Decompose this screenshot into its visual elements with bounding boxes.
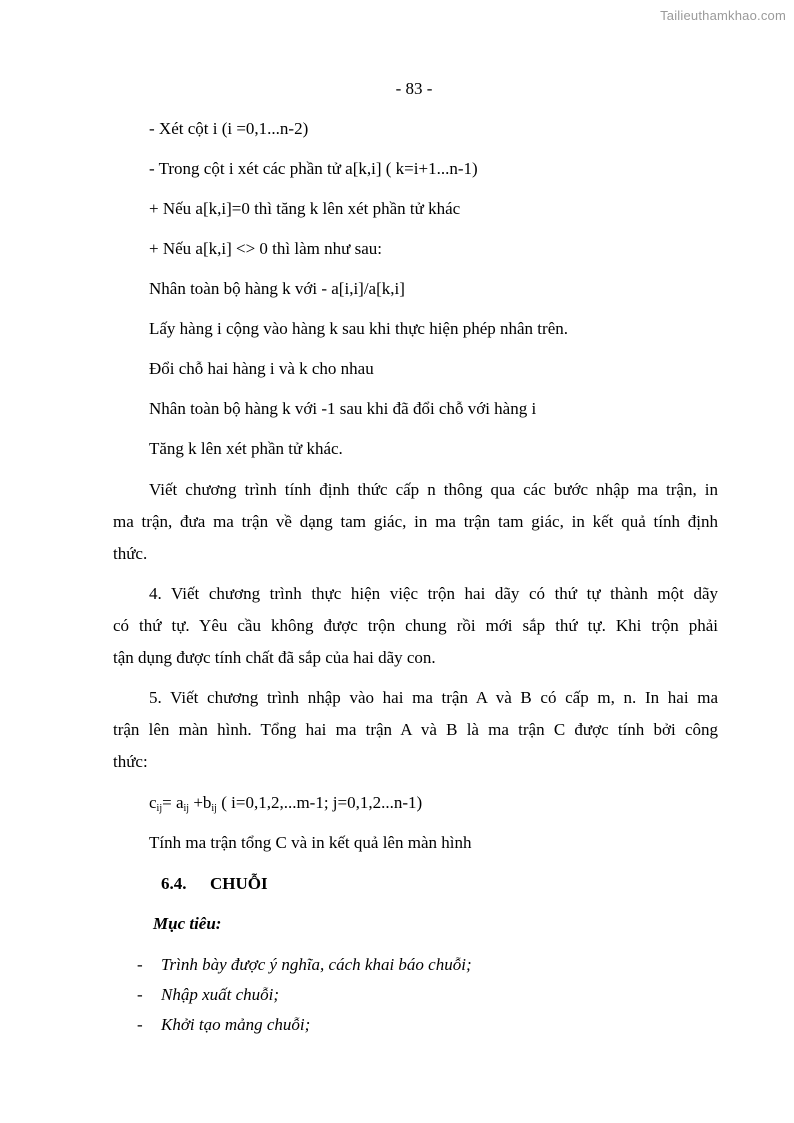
step-line: + Nếu a[k,i]=0 thì tăng k lên xét phần tử khác xyxy=(149,199,461,218)
formula-plus: +b xyxy=(189,793,212,812)
step-line: - Trong cột i xét các phần tử a[k,i] ( k=i+1...n-1) xyxy=(149,159,478,178)
step-line: - Xét cột i (i =0,1...n-2) xyxy=(149,119,309,138)
formula-c-sub: ij xyxy=(156,803,163,814)
paragraph-line: Viết chương trình tính định thức cấp n thông qua các bước nhập ma trận, in xyxy=(149,480,718,499)
watermark: Tailieuthamkhao.com xyxy=(660,8,786,23)
section-number: 6.4. xyxy=(161,874,187,893)
formula-eq: = a xyxy=(162,793,184,812)
bullet-dash: - xyxy=(137,985,143,1004)
goal-text: Nhập xuất chuỗi; xyxy=(161,985,280,1004)
paragraph-line: 5. Viết chương trình nhập vào hai ma trận A và B có cấp m, n. In hai ma xyxy=(149,688,718,707)
page-number: - 83 - xyxy=(395,79,433,98)
paragraph-line: 4. Viết chương trình thực hiện việc trộn hai dãy có thứ tự thành một dãy xyxy=(149,584,718,603)
formula-range: ( i=0,1,2,...m-1; j=0,1,2...n-1) xyxy=(216,793,423,812)
step-line: Nhân toàn bộ hàng k với -1 sau khi đã đổi chỗ với hàng i xyxy=(149,399,537,418)
paragraph-line: thức: xyxy=(113,752,148,771)
formula-c: c xyxy=(149,793,157,812)
section-title: CHUỖI xyxy=(210,874,268,893)
paragraph-line: thức. xyxy=(113,544,148,563)
formula-b-sub: ij xyxy=(211,803,217,814)
paragraph-line: trận lên màn hình. Tổng hai ma trận A và B là ma trận C được tính bởi công xyxy=(113,720,718,739)
goal-text: Trình bày được ý nghĩa, cách khai báo chuỗi; xyxy=(161,955,472,974)
step-line: Nhân toàn bộ hàng k với - a[i,i]/a[k,i] xyxy=(149,279,405,298)
goals-title: Mục tiêu: xyxy=(153,914,222,933)
formula xyxy=(149,793,422,813)
step-line: Lấy hàng i cộng vào hàng k sau khi thực hiện phép nhân trên. xyxy=(149,319,568,338)
section-heading xyxy=(161,874,268,894)
goal-item xyxy=(137,955,472,975)
bullet-dash: - xyxy=(137,955,143,974)
step-line: Đổi chỗ hai hàng i và k cho nhau xyxy=(149,359,374,378)
bullet-dash: - xyxy=(137,1015,143,1034)
paragraph-line: có thứ tự. Yêu cầu không được trộn chung rồi mới sắp thứ tự. Khi trộn phải xyxy=(113,616,718,635)
step-line: Tăng k lên xét phần tử khác. xyxy=(149,439,343,458)
formula-note: Tính ma trận tổng C và in kết quả lên màn hình xyxy=(149,833,472,852)
step-line: + Nếu a[k,i] <> 0 thì làm như sau: xyxy=(149,239,382,258)
paragraph-line: tận dụng được tính chất đã sắp của hai dãy con. xyxy=(113,648,436,667)
goal-item xyxy=(137,1015,310,1035)
formula-a-sub: ij xyxy=(183,803,190,814)
paragraph-line: ma trận, đưa ma trận về dạng tam giác, in ma trận tam giác, in kết quả tính định xyxy=(113,512,718,531)
goal-text: Khởi tạo mảng chuỗi; xyxy=(161,1015,311,1034)
goal-item xyxy=(137,985,279,1005)
